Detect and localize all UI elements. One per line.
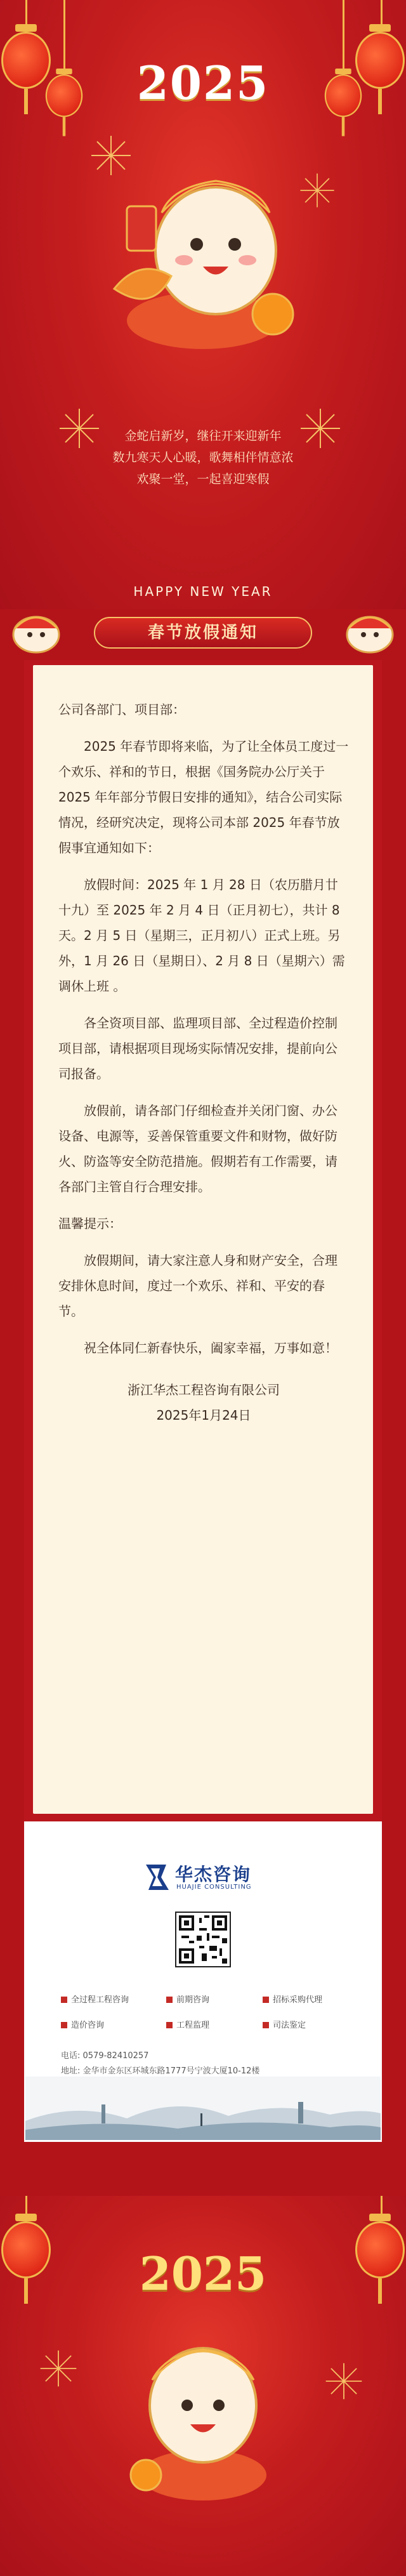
notice-title-banner: 春节放假通知 <box>94 617 312 649</box>
signature-date: 2025年1月24日 <box>156 1408 251 1423</box>
service-item: 工程监理 <box>166 2019 209 2032</box>
paragraph-tip: 放假期间，请大家注意人身和财产安全，合理安排休息时间，度过一个欢乐、祥和、平安的春节。 <box>58 1253 337 1319</box>
paragraph-wish: 祝全体同仁新春快乐，阖家幸福，万事如意！ <box>84 1340 337 1356</box>
lion-mascot-illustration <box>127 2316 279 2507</box>
service-bullet-icon <box>61 2022 67 2028</box>
notice-body <box>58 697 349 1439</box>
landscape-illustration <box>25 2077 381 2140</box>
qr-code[interactable] <box>175 1912 231 1967</box>
lantern-cord <box>25 2196 27 2215</box>
slogan-line: 欢聚一堂，一起喜迎寒假 <box>136 472 270 486</box>
service-item: 司法鉴定 <box>263 2019 306 2032</box>
slogan-line: 数九寒天人心暖，歌舞相伴情意浓 <box>112 451 294 465</box>
company-address: 地址: 金华市金东区环城东路1777号宁波大厦10-12楼 <box>61 2066 260 2076</box>
tip-label: 温馨提示： <box>58 1216 122 1231</box>
company-logo <box>143 1859 264 1895</box>
service-item: 全过程工程咨询 <box>61 1994 129 2007</box>
lion-head-icon <box>9 609 63 654</box>
paragraph-projects: 各全资项目部、监理项目部、全过程造价控制项目部，请根据项目现场实际情况安排，提前向公司报备。 <box>58 1015 337 1081</box>
happy-new-year-text: HAPPY NEW YEAR <box>133 584 273 599</box>
hero-year: 2025 <box>136 56 270 110</box>
signature-company: 浙江华杰工程咨询有限公司 <box>128 1382 280 1397</box>
service-bullet-icon <box>263 1997 269 2003</box>
salutation: 公司各部门、项目部： <box>58 702 185 717</box>
paragraph-intro: 2025 年春节即将来临，为了让全体员工度过一个欢乐、祥和的节日，根据《国务院办公厅关于 2025 年年部分节假日安排的通知》，结合公司实际情况，经研究决定，现将公司本部 2025 年春节放假事宜通知如下： <box>58 739 349 855</box>
service-item: 造价咨询 <box>61 2019 104 2032</box>
lantern-cord <box>25 0 27 25</box>
footer-year: 2025 <box>139 2247 267 2301</box>
logo-en: HUAJIE CONSULTING <box>176 1884 252 1891</box>
company-phone: 电话: 0579-82410257 <box>61 2051 149 2061</box>
service-item: 招标采购代理 <box>263 1994 322 2007</box>
slogan-line: 金蛇启新岁，继往开来迎新年 <box>124 429 282 443</box>
logo-cn: 华杰咨询 <box>175 1864 252 1885</box>
lantern-cord <box>381 0 383 25</box>
lantern-cord <box>381 2196 383 2215</box>
firework-icon <box>324 2361 364 2401</box>
banner-row <box>0 609 406 660</box>
lion-head-icon <box>343 609 397 654</box>
firework-icon <box>38 2348 79 2389</box>
service-bullet-icon <box>166 2022 173 2028</box>
service-bullet-icon <box>263 2022 269 2028</box>
snake-mascot-illustration <box>102 130 304 359</box>
paragraph-holiday-time: 放假时间：2025 年 1 月 28 日（农历腊月廿十九）至 2025 年 2 月 4 日（正月初七），共计 8 天。2 月 5 日（星期三，正月初八）正式上班。另外，1 月 26 日（星期日）、2 月 8 日（星期六）需调休上班 。 <box>58 877 345 994</box>
paragraph-safety: 放假前，请各部门仔细检查并关闭门窗、办公设备、电源等，妥善保管重要文件和财物，做好防火、防盗等安全防范措施。假期若有工作需要，请各部门主管自行合理安排。 <box>58 1103 337 1194</box>
hero-slogan <box>0 425 406 490</box>
service-item: 前期咨询 <box>166 1994 209 2007</box>
service-bullet-icon <box>166 1997 173 2003</box>
service-bullet-icon <box>61 1997 67 2003</box>
